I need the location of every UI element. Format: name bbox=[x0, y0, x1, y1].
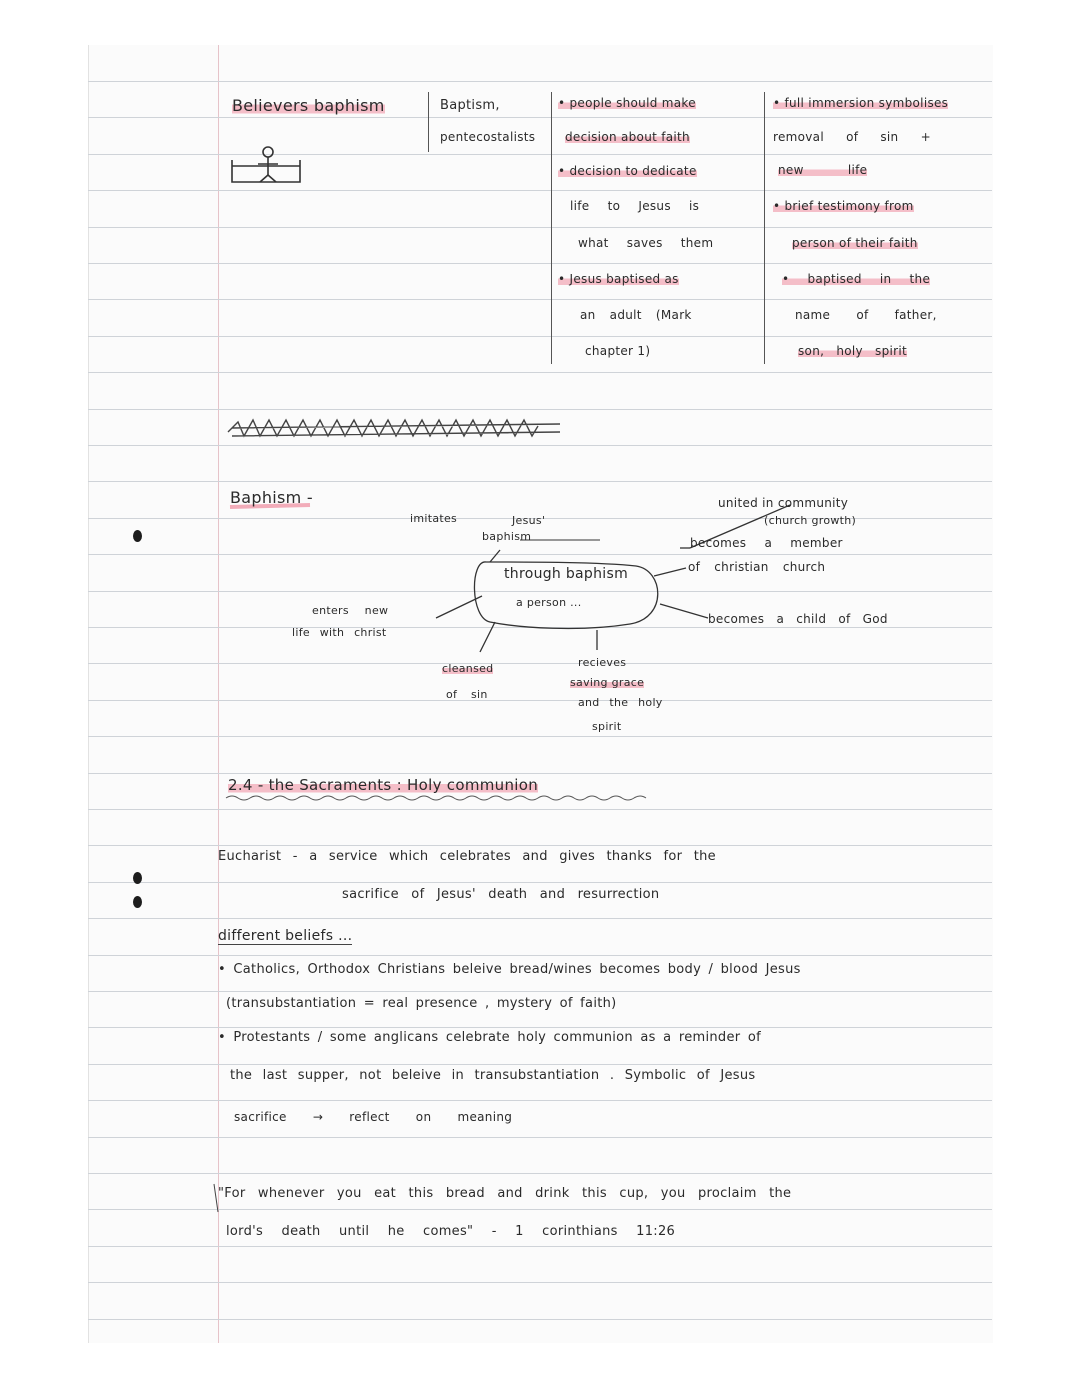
node-enters: enters new bbox=[312, 604, 389, 617]
reason-line: chapter 1) bbox=[585, 344, 651, 358]
section-heading: 2.4 - the Sacraments : Holy communion bbox=[228, 776, 539, 794]
node-cleansed: of sin bbox=[446, 688, 488, 701]
table-cell-type: Believers baphism bbox=[232, 96, 385, 115]
mindmap-center: through baphism bbox=[504, 566, 629, 582]
node-enters: life with christ bbox=[292, 626, 387, 639]
table-cell-who: Baptism, bbox=[440, 98, 500, 113]
node-grace: and the holy bbox=[578, 696, 663, 709]
node-child-of-god: becomes a child of God bbox=[708, 612, 888, 626]
belief-line: • Catholics, Orthodox Christians beleive bread/wines becomes body / blood Jesus bbox=[218, 962, 801, 977]
node-imitates: Jesus' bbox=[512, 514, 546, 527]
reason-line: life to Jesus is bbox=[570, 199, 700, 213]
node-cleansed: cleansed bbox=[442, 662, 494, 675]
reason-line: what saves them bbox=[578, 236, 714, 250]
reason-line: decision about faith bbox=[565, 130, 690, 144]
feature-line: removal of sin + bbox=[773, 130, 931, 144]
bible-quote: lord's death until he comes" - 1 corinthians 11:26 bbox=[226, 1224, 676, 1239]
reason-line: • people should make bbox=[558, 96, 696, 110]
node-grace: spirit bbox=[592, 720, 622, 733]
reason-line: • decision to dedicate bbox=[558, 164, 697, 178]
feature-line: • brief testimony from bbox=[773, 199, 914, 213]
node-member: of christian church bbox=[688, 560, 826, 574]
eucharist-definition: sacrifice of Jesus' death and resurrection bbox=[342, 887, 660, 902]
node-united: united in community bbox=[718, 496, 849, 510]
feature-line: • full immersion symbolises bbox=[773, 96, 949, 110]
mindmap-center: a person ... bbox=[516, 596, 582, 609]
heading-underline bbox=[226, 796, 646, 800]
belief-line: (transubstantiation = real presence , mystery of faith) bbox=[226, 996, 617, 1011]
feature-line: new life bbox=[778, 163, 868, 177]
reason-line: • Jesus baptised as bbox=[558, 272, 679, 286]
node-imitates: baphism bbox=[482, 530, 532, 543]
feature-line: name of father, bbox=[795, 308, 937, 322]
node-united: (church growth) bbox=[764, 514, 857, 527]
eucharist-definition: Eucharist - a service which celebrates and gives thanks for the bbox=[218, 849, 716, 864]
node-grace: recieves bbox=[578, 656, 627, 669]
feature-line: son, holy spirit bbox=[798, 344, 908, 358]
belief-line: the last supper, not beleive in transubstantiation . Symbolic of Jesus bbox=[230, 1068, 756, 1083]
baptism-pool-icon bbox=[232, 147, 300, 182]
scribbled-out-heading bbox=[228, 420, 560, 436]
node-grace: saving grace bbox=[570, 676, 645, 689]
feature-line: person of their faith bbox=[792, 236, 918, 250]
belief-line: sacrifice → reflect on meaning bbox=[234, 1110, 513, 1124]
belief-line: • Protestants / some anglicans celebrate holy communion as a reminder of bbox=[218, 1030, 761, 1045]
node-member: becomes a member bbox=[690, 536, 843, 550]
beliefs-heading: different beliefs ... bbox=[218, 928, 353, 944]
reason-line: an adult (Mark bbox=[580, 308, 692, 322]
table-cell-who: pentecostalists bbox=[440, 130, 536, 144]
mindmap-title: Baphism - bbox=[230, 488, 314, 507]
feature-line: • baptised in the bbox=[782, 272, 931, 286]
bible-quote: "For whenever you eat this bread and drink this cup, you proclaim the bbox=[218, 1186, 792, 1201]
node-imitates: imitates bbox=[410, 512, 458, 525]
